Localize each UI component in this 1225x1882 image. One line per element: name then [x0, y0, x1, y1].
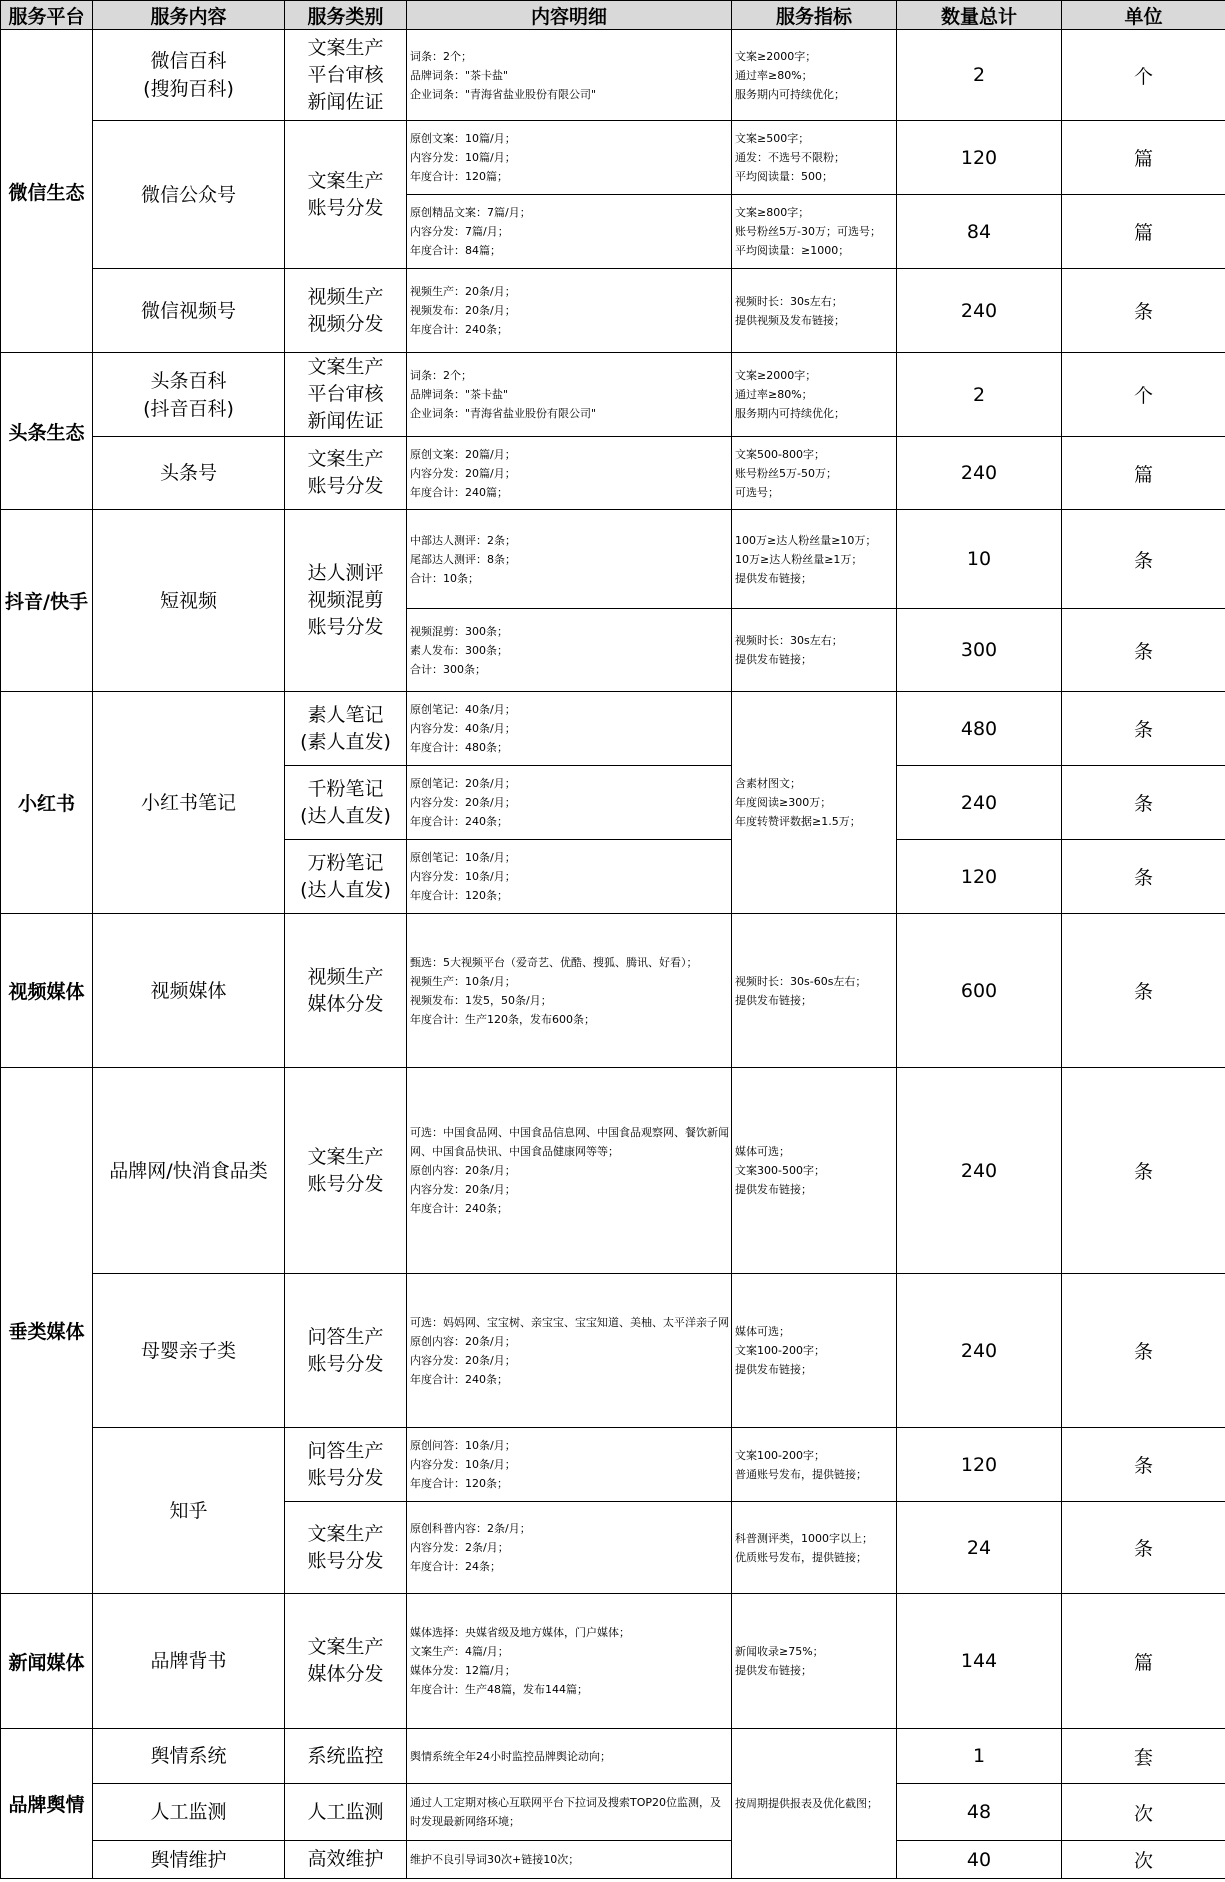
content-cell [93, 1594, 285, 1729]
cell-line: 素人笔记 [307, 703, 384, 726]
metric-cell [732, 1274, 897, 1428]
header-detail: 内容明细 [407, 1, 732, 30]
detail-cell [407, 510, 732, 609]
detail-cell [407, 195, 732, 269]
detail-cell [407, 840, 732, 914]
cell-line: 品牌网/快消食品类 [109, 1159, 268, 1182]
quantity-cell: 2 [897, 30, 1062, 121]
detail-cell [407, 914, 732, 1068]
category-cell [285, 766, 407, 840]
table-row [1, 437, 1225, 510]
detail-cell [407, 766, 732, 840]
cell-line: 甄选：5大视频平台（爱奇艺、优酷、搜狐、腾讯、好看）； [410, 955, 698, 969]
cell-line: 文案生产 [307, 169, 384, 192]
cell-line: 合计：10条； [410, 571, 479, 585]
cell-line: 视频生产：10条/月； [410, 974, 516, 988]
cell-line: 年度合计：120条； [410, 889, 508, 902]
unit-cell: 条 [1062, 766, 1225, 840]
unit-cell: 条 [1062, 914, 1225, 1068]
platform-cell: 品牌舆情 [1, 1729, 93, 1879]
quantity-cell: 40 [897, 1841, 1062, 1879]
cell-line: 可选号； [735, 485, 779, 499]
header-quantity: 数量总计 [897, 1, 1062, 30]
unit-cell: 篇 [1062, 437, 1225, 510]
cell-line: 账号粉丝5万-50万； [735, 466, 837, 480]
cell-line: 账号分发 [307, 1549, 384, 1572]
quantity-cell: 10 [897, 510, 1062, 609]
category-cell [285, 1502, 407, 1594]
unit-cell: 篇 [1062, 121, 1225, 195]
cell-line: 账号分发 [307, 1172, 384, 1195]
cell-line: 年度合计：240条； [410, 1372, 508, 1386]
platform-cell: 头条生态 [1, 353, 93, 510]
quantity-cell: 144 [897, 1594, 1062, 1729]
quantity-cell: 240 [897, 1068, 1062, 1274]
table-row [1, 1729, 1225, 1784]
cell-line: 词条：2个； [410, 369, 472, 382]
cell-line: 媒体可选； [735, 1145, 790, 1158]
content-cell [93, 1729, 285, 1784]
cell-line: 文案≥500字； [735, 132, 810, 145]
quantity-cell: 24 [897, 1502, 1062, 1594]
quantity-cell: 600 [897, 914, 1062, 1068]
category-cell [285, 692, 407, 766]
content-cell [93, 437, 285, 510]
cell-line: 问答生产 [307, 1439, 384, 1462]
category-cell [285, 30, 407, 121]
category-cell [285, 840, 407, 914]
category-cell [285, 1729, 407, 1784]
table-row [1, 914, 1225, 1068]
cell-line: 账号粉丝5万-30万；可选号； [735, 225, 881, 238]
category-cell [285, 121, 407, 269]
cell-line: 原创问答：10条/月； [410, 1439, 516, 1452]
cell-line: 年度转赞评数据≥1.5万； [735, 815, 861, 828]
cell-line: 视频生产：20条/月； [410, 285, 516, 298]
cell-line: (达人直发) [300, 804, 391, 827]
cell-line: 普通账号发布，提供链接； [735, 1467, 867, 1481]
quantity-cell: 120 [897, 840, 1062, 914]
platform-cell: 微信生态 [1, 30, 93, 353]
table-row [1, 1594, 1225, 1729]
cell-line: 提供发布链接； [735, 1363, 812, 1376]
category-cell [285, 1428, 407, 1502]
detail-cell [407, 1428, 732, 1502]
metric-cell [732, 353, 897, 437]
cell-line: 年度合计：240篇； [410, 485, 508, 499]
metric-cell [732, 121, 897, 195]
cell-line: 高效维护 [307, 1848, 384, 1870]
unit-cell: 条 [1062, 840, 1225, 914]
cell-line: 媒体分发 [307, 992, 384, 1015]
content-cell [93, 1068, 285, 1274]
cell-line: 原创文案：20篇/月； [410, 447, 516, 461]
cell-line: 年度合计：240条； [410, 815, 508, 828]
metric-cell [732, 1594, 897, 1729]
category-cell [285, 269, 407, 353]
content-cell [93, 121, 285, 269]
cell-line: 提供发布链接； [735, 653, 812, 666]
cell-line: 平均阅读量：≥1000； [735, 244, 850, 257]
cell-line: 品牌词条："茶卡盐" [410, 68, 509, 82]
cell-line: 素人发布：300条； [410, 643, 508, 657]
cell-line: 年度合计：生产48篇，发布144篇； [410, 1683, 588, 1696]
cell-line: 微信百科 [150, 50, 227, 72]
cell-line: 企业词条："青海省盐业股份有限公司" [410, 87, 597, 101]
quantity-cell: 300 [897, 609, 1062, 692]
metric-cell [732, 269, 897, 353]
quantity-cell: 240 [897, 766, 1062, 840]
metric-cell [732, 437, 897, 510]
cell-line: 年度合计：240条； [410, 1202, 508, 1215]
cell-line: 可选：中国食品网、中国食品信息网、中国食品观察网、餐饮新闻网、中国食品快讯、中国食品健康网等等； [410, 1126, 729, 1158]
cell-line: (素人直发) [300, 730, 391, 753]
cell-line: 短视频 [159, 589, 217, 612]
cell-line: 原创文案：10篇/月； [410, 132, 516, 145]
cell-line: 人工监测 [150, 1801, 227, 1823]
cell-line: 提供发布链接； [735, 1664, 812, 1677]
detail-cell [407, 1841, 732, 1879]
cell-line: 媒体分发 [307, 1663, 384, 1685]
header-row [1, 1, 1225, 30]
cell-line: 平台审核 [307, 383, 384, 405]
cell-line: 视频混剪：300条； [410, 624, 508, 638]
cell-line: 提供发布链接； [735, 993, 812, 1007]
unit-cell: 个 [1062, 353, 1225, 437]
content-cell [93, 510, 285, 692]
quantity-cell: 240 [897, 1274, 1062, 1428]
quantity-cell: 2 [897, 353, 1062, 437]
category-cell [285, 914, 407, 1068]
metric-cell [732, 1428, 897, 1502]
category-cell [285, 1841, 407, 1879]
cell-line: 优质账号发布，提供链接； [735, 1550, 867, 1564]
cell-line: 内容分发：10篇/月； [410, 151, 516, 164]
cell-line: 文案生产：4篇/月； [410, 1645, 509, 1658]
cell-line: 头条百科 [150, 369, 227, 392]
cell-line: 微信视频号 [140, 299, 236, 322]
cell-line: 原创笔记：20条/月； [410, 777, 516, 790]
cell-line: 通过人工定期对核心互联网平台下拉词及搜索TOP20位监测，及时发现最新网络环境； [410, 1796, 722, 1828]
quantity-cell: 240 [897, 269, 1062, 353]
cell-line: 原创内容：20条/月； [410, 1164, 516, 1177]
table-row [1, 269, 1225, 353]
cell-line: 人工监测 [307, 1800, 384, 1823]
unit-cell: 个 [1062, 30, 1225, 121]
header-platform: 服务平台 [1, 1, 93, 30]
cell-line: 通过率≥80%； [735, 388, 813, 401]
cell-line: 新闻佐证 [307, 90, 384, 113]
platform-cell: 视频媒体 [1, 914, 93, 1068]
cell-line: 账号分发 [307, 196, 384, 219]
table-row [1, 510, 1225, 609]
cell-line: 科普测评类，1000字以上； [735, 1531, 873, 1545]
cell-line: 账号分发 [307, 616, 384, 638]
cell-line: 词条：2个； [410, 49, 472, 63]
quantity-cell: 240 [897, 437, 1062, 510]
cell-line: 可选：妈妈网、宝宝树、亲宝宝、宝宝知道、美柚、太平洋亲子网 [410, 1315, 729, 1329]
cell-line: 视频时长：30s-60s左右； [735, 974, 867, 988]
cell-line: (抖音百科) [143, 397, 234, 420]
unit-cell: 条 [1062, 269, 1225, 353]
table-row [1, 1068, 1225, 1274]
cell-line: 舆情维护 [150, 1848, 227, 1871]
platform-cell: 小红书 [1, 692, 93, 914]
cell-line: 原创精品文案：7篇/月； [410, 206, 531, 219]
cell-line: 头条号 [159, 462, 217, 484]
quantity-cell: 480 [897, 692, 1062, 766]
cell-line: 达人测评 [307, 562, 384, 584]
cell-line: 企业词条："青海省盐业股份有限公司" [410, 407, 597, 420]
cell-line: 文案生产 [307, 356, 384, 378]
header-content: 服务内容 [93, 1, 285, 30]
cell-line: 舆情系统 [150, 1745, 227, 1767]
content-cell [93, 353, 285, 437]
cell-line: 内容分发：10条/月； [410, 870, 516, 883]
cell-line: 100万≥达人粉丝量≥10万； [735, 533, 877, 547]
cell-line: 文案≥2000字； [735, 369, 817, 382]
unit-cell: 条 [1062, 1274, 1225, 1428]
cell-line: 小红书笔记 [140, 791, 236, 814]
content-cell [93, 30, 285, 121]
cell-line: 视频分发 [307, 312, 384, 335]
cell-line: 账号分发 [307, 1352, 384, 1375]
cell-line: (达人直发) [300, 878, 391, 901]
detail-cell [407, 1729, 732, 1784]
cell-line: 文案生产 [307, 1522, 384, 1545]
table-row [1, 1428, 1225, 1502]
unit-cell: 条 [1062, 1068, 1225, 1274]
cell-line: 微信公众号 [140, 183, 236, 206]
detail-cell [407, 1274, 732, 1428]
metric-cell [732, 510, 897, 609]
cell-line: 年度阅读≥300万； [735, 796, 832, 809]
cell-line: 文案≥800字； [735, 206, 810, 219]
cell-line: 内容分发：7篇/月； [410, 225, 509, 238]
metric-cell [732, 914, 897, 1068]
cell-line: 年度合计：84篇； [410, 244, 501, 257]
cell-line: 媒体选择：央媒省级及地方媒体，门户媒体； [410, 1626, 630, 1639]
cell-line: 内容分发：20篇/月； [410, 466, 516, 480]
unit-cell: 篇 [1062, 1594, 1225, 1729]
unit-cell: 条 [1062, 510, 1225, 609]
unit-cell: 条 [1062, 692, 1225, 766]
cell-line: 原创笔记：40条/月； [410, 703, 516, 716]
cell-line: 按周期提供报表及优化截图； [735, 1797, 878, 1810]
metric-cell [732, 1068, 897, 1274]
cell-line: 通过率≥80%； [735, 68, 813, 82]
header-unit: 单位 [1062, 1, 1225, 30]
cell-line: 文案≥2000字； [735, 49, 817, 63]
cell-line: 万粉笔记 [307, 851, 384, 874]
cell-line: 新闻收录≥75%； [735, 1645, 824, 1658]
unit-cell: 次 [1062, 1784, 1225, 1841]
cell-line: 平均阅读量：500； [735, 170, 833, 183]
cell-line: 年度合计：120条； [410, 1477, 508, 1490]
cell-line: 新闻佐证 [307, 410, 384, 432]
cell-line: 内容分发：20条/月； [410, 1183, 516, 1196]
cell-line: 年度合计：480条； [410, 741, 508, 754]
cell-line: 含素材图文； [735, 777, 801, 790]
metric-cell [732, 609, 897, 692]
cell-line: 年度合计：24条； [410, 1560, 501, 1573]
category-cell [285, 353, 407, 437]
cell-line: 视频时长：30s左右； [735, 294, 843, 308]
cell-line: 文案生产 [307, 1145, 384, 1168]
cell-line: 原创笔记：10条/月； [410, 851, 516, 864]
cell-line: 内容分发：10条/月； [410, 1458, 516, 1471]
cell-line: 年度合计：生产120条，发布600条； [410, 1012, 595, 1026]
cell-line: 视频混剪 [307, 589, 384, 611]
cell-line: 视频生产 [307, 285, 384, 308]
cell-line: 10万≥达人粉丝量≥1万； [735, 552, 863, 566]
detail-cell [407, 30, 732, 121]
cell-line: 提供发布链接； [735, 1183, 812, 1196]
cell-line: 原创科普内容：2条/月； [410, 1522, 531, 1535]
quantity-cell: 84 [897, 195, 1062, 269]
unit-cell: 条 [1062, 1428, 1225, 1502]
cell-line: 年度合计：240条； [410, 323, 508, 336]
metric-cell [732, 195, 897, 269]
cell-line: 系统监控 [307, 1744, 384, 1767]
content-cell [93, 1428, 285, 1594]
category-cell [285, 1274, 407, 1428]
cell-line: 视频发布：1发5，50条/月； [410, 993, 552, 1007]
cell-line: 账号分发 [307, 1466, 384, 1489]
category-cell [285, 1594, 407, 1729]
cell-line: 提供发布链接； [735, 571, 812, 585]
cell-line: 文案生产 [307, 1636, 384, 1658]
cell-line: 提供视频及发布链接； [735, 313, 845, 327]
cell-line: 品牌词条："茶卡盐" [410, 388, 509, 401]
cell-line: 平台审核 [307, 63, 384, 86]
unit-cell: 条 [1062, 1502, 1225, 1594]
cell-line: 文案100-200字； [735, 1344, 825, 1357]
detail-cell [407, 1594, 732, 1729]
cell-line: 文案300-500字； [735, 1164, 825, 1177]
cell-line: 千粉笔记 [307, 777, 384, 800]
cell-line: 通发：不选号不限粉； [735, 151, 845, 164]
cell-line: 合计：300条； [410, 662, 486, 676]
cell-line: 视频媒体 [150, 979, 227, 1002]
category-cell [285, 1784, 407, 1841]
detail-cell [407, 353, 732, 437]
quantity-cell: 48 [897, 1784, 1062, 1841]
cell-line: 视频时长：30s左右； [735, 634, 843, 647]
header-metric: 服务指标 [732, 1, 897, 30]
table-row [1, 30, 1225, 121]
cell-line: 内容分发：20条/月； [410, 1353, 516, 1367]
platform-cell: 垂类媒体 [1, 1068, 93, 1594]
cell-line: 服务期内可持续优化； [735, 407, 845, 420]
quantity-cell: 1 [897, 1729, 1062, 1784]
table-row [1, 692, 1225, 766]
category-cell [285, 437, 407, 510]
metric-cell [732, 692, 897, 914]
cell-line: 中部达人测评：2条； [410, 533, 516, 547]
table-row [1, 121, 1225, 195]
unit-cell: 次 [1062, 1841, 1225, 1879]
cell-line: 文案生产 [307, 448, 384, 470]
cell-line: 媒体分发：12篇/月； [410, 1664, 516, 1677]
cell-line: 视频发布：20条/月； [410, 304, 516, 317]
cell-line: 舆情系统全年24小时监控品牌舆论动向； [410, 1749, 611, 1763]
metric-cell [732, 1502, 897, 1594]
detail-cell [407, 609, 732, 692]
platform-cell: 抖音/快手 [1, 510, 93, 692]
content-cell [93, 914, 285, 1068]
quantity-cell: 120 [897, 121, 1062, 195]
detail-cell [407, 269, 732, 353]
cell-line: 文案100-200字； [735, 1448, 825, 1462]
unit-cell: 套 [1062, 1729, 1225, 1784]
cell-line: 账号分发 [307, 475, 384, 497]
content-cell [93, 1784, 285, 1841]
cell-line: 视频生产 [307, 965, 384, 988]
cell-line: 母婴亲子类 [140, 1339, 236, 1362]
cell-line: (搜狗百科) [143, 78, 234, 100]
cell-line: 文案生产 [307, 36, 384, 59]
cell-line: 内容分发：40条/月； [410, 722, 516, 735]
header-category: 服务类别 [285, 1, 407, 30]
category-cell [285, 1068, 407, 1274]
content-cell [93, 1274, 285, 1428]
content-cell [93, 269, 285, 353]
table-row [1, 1841, 1225, 1879]
table-row [1, 1784, 1225, 1841]
detail-cell [407, 1068, 732, 1274]
detail-cell [407, 437, 732, 510]
cell-line: 原创内容：20条/月； [410, 1334, 516, 1348]
cell-line: 尾部达人测评：8条； [410, 552, 516, 566]
category-cell [285, 510, 407, 692]
content-cell [93, 692, 285, 914]
table-row [1, 1274, 1225, 1428]
cell-line: 媒体可选； [735, 1325, 790, 1338]
cell-line: 维护不良引导词30次+链接10次； [410, 1853, 580, 1866]
detail-cell [407, 1784, 732, 1841]
cell-line: 品牌背书 [150, 1650, 227, 1672]
cell-line: 知乎 [169, 1499, 208, 1522]
cell-line: 文案500-800字； [735, 447, 825, 461]
quantity-cell: 120 [897, 1428, 1062, 1502]
detail-cell [407, 692, 732, 766]
cell-line: 问答生产 [307, 1325, 384, 1348]
platform-cell: 新闻媒体 [1, 1594, 93, 1729]
metric-cell [732, 30, 897, 121]
cell-line: 服务期内可持续优化； [735, 87, 845, 101]
unit-cell: 条 [1062, 609, 1225, 692]
detail-cell [407, 1502, 732, 1594]
cell-line: 内容分发：2条/月； [410, 1541, 509, 1554]
detail-cell [407, 121, 732, 195]
table-row [1, 353, 1225, 437]
content-cell [93, 1841, 285, 1879]
metric-cell [732, 1729, 897, 1879]
cell-line: 年度合计：120篇； [410, 170, 508, 183]
cell-line: 内容分发：20条/月； [410, 796, 516, 809]
unit-cell: 篇 [1062, 195, 1225, 269]
